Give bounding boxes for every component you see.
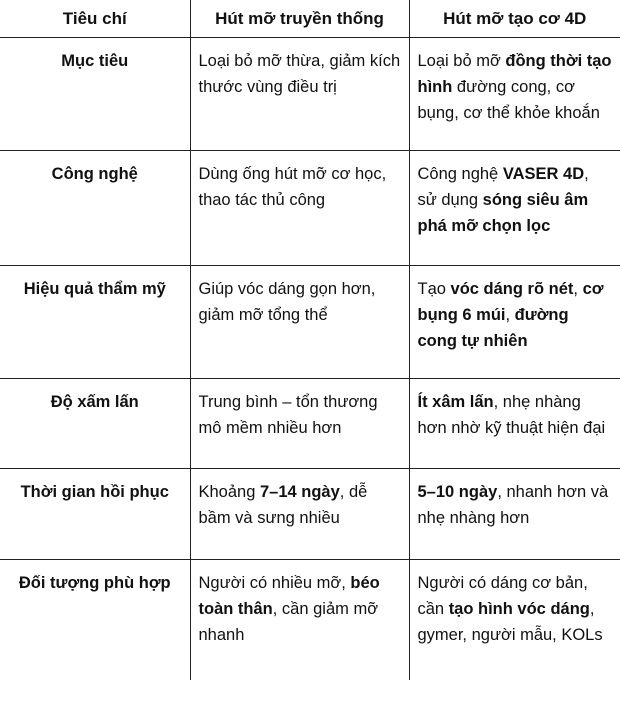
emphasis-text: đường cong tự nhiên	[417, 306, 569, 350]
criterion-cell: Thời gian hồi phục	[0, 469, 190, 560]
emphasis-text: 5–10 ngày	[417, 483, 498, 501]
traditional-lipo-cell: Khoảng 7–14 ngày, dễ bầm và sưng nhiều	[190, 469, 409, 560]
header-4d-lipo: Hút mỡ tạo cơ 4D	[409, 0, 620, 38]
criterion-cell: Đối tượng phù hợp	[0, 560, 190, 680]
traditional-lipo-cell: Trung bình – tổn thương mô mềm nhiều hơn	[190, 379, 409, 469]
header-criterion: Tiêu chí	[0, 0, 190, 38]
emphasis-text: vóc dáng rõ nét	[450, 280, 574, 298]
emphasis-text: đồng thời tạo hình	[417, 52, 612, 96]
table-row	[0, 379, 620, 469]
emphasis-text: sóng siêu âm phá mỡ chọn lọc	[417, 191, 589, 235]
traditional-lipo-cell: Dùng ống hút mỡ cơ học, thao tác thủ công	[190, 151, 409, 266]
criterion-cell: Hiệu quả thẩm mỹ	[0, 266, 190, 379]
table-row	[0, 38, 620, 151]
table-row	[0, 469, 620, 560]
lipo-4d-cell: 5–10 ngày, nhanh hơn và nhẹ nhàng hơn	[409, 469, 620, 560]
lipo-4d-cell: Ít xâm lấn, nhẹ nhàng hơn nhờ kỹ thuật hiện đại	[409, 379, 620, 469]
header-traditional-lipo: Hút mỡ truyền thống	[190, 0, 409, 38]
emphasis-text: Ít xâm lấn	[417, 393, 494, 411]
lipo-4d-cell: Người có dáng cơ bản, cần tạo hình vóc dáng, gymer, người mẫu, KOLs	[409, 560, 620, 680]
criterion-cell: Độ xấm lấn	[0, 379, 190, 469]
emphasis-text: cơ bụng 6 múi	[417, 280, 604, 324]
lipo-4d-cell: Công nghệ VASER 4D, sử dụng sóng siêu âm phá mỡ chọn lọc	[409, 151, 620, 266]
lipo-4d-cell: Tạo vóc dáng rõ nét, cơ bụng 6 múi, đường cong tự nhiên	[409, 266, 620, 379]
emphasis-text: 7–14 ngày	[259, 483, 340, 501]
header-row	[0, 0, 620, 38]
traditional-lipo-cell: Người có nhiều mỡ, béo toàn thân, cần giảm mỡ nhanh	[190, 560, 409, 680]
table-row	[0, 560, 620, 680]
emphasis-text: tạo hình vóc dáng	[448, 600, 590, 618]
emphasis-text: béo toàn thân	[198, 574, 380, 618]
traditional-lipo-cell: Giúp vóc dáng gọn hơn, giảm mỡ tổng thể	[190, 266, 409, 379]
emphasis-text: VASER 4D	[502, 165, 585, 183]
criterion-cell: Công nghệ	[0, 151, 190, 266]
criterion-cell: Mục tiêu	[0, 38, 190, 151]
table-row	[0, 266, 620, 379]
lipo-4d-cell: Loại bỏ mỡ đồng thời tạo hình đường cong, cơ bụng, cơ thể khỏe khoắn	[409, 38, 620, 151]
traditional-lipo-cell: Loại bỏ mỡ thừa, giảm kích thước vùng điều trị	[190, 38, 409, 151]
table-row	[0, 151, 620, 266]
